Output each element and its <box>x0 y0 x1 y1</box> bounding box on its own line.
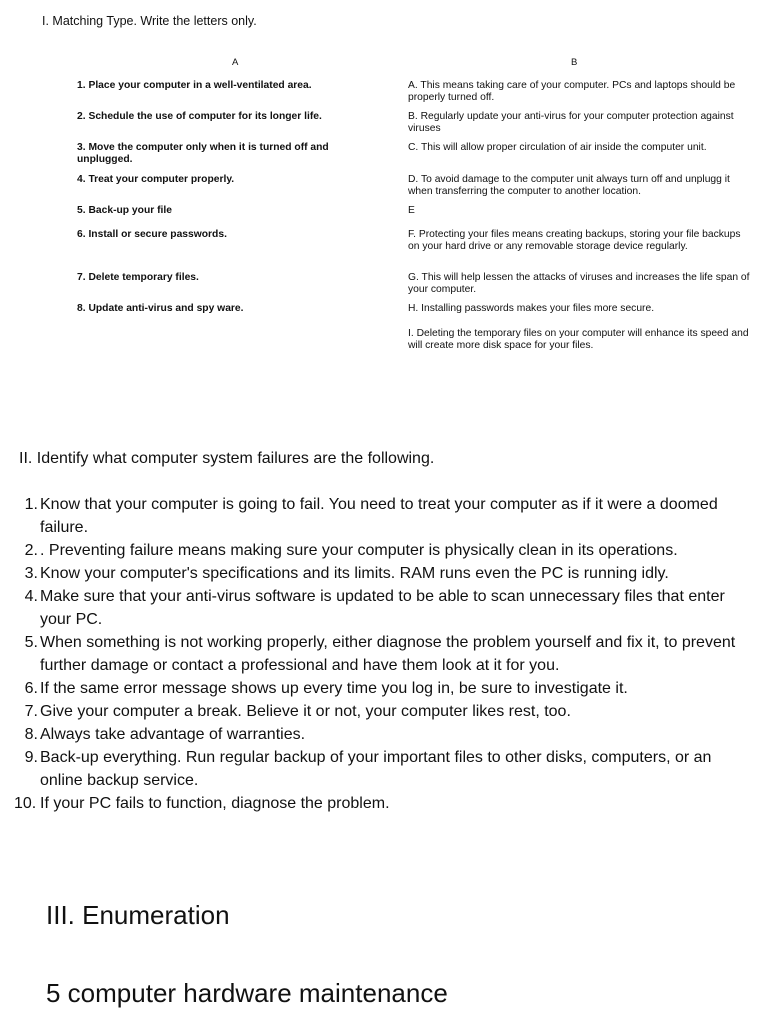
item-text: Give your computer a break. Believe it or not, your computer likes rest, too. <box>40 703 571 720</box>
item-number: 10. <box>14 795 37 812</box>
item-number: 1. <box>24 496 38 513</box>
item-number: 8. <box>24 726 38 743</box>
item-text: Always take advantage of warranties. <box>40 726 306 743</box>
column-b-item: I. Deleting the temporary files on your computer will enhance its speed and will create more disk space for your files. <box>408 328 749 351</box>
column-a-header: A <box>232 57 239 68</box>
matching-type-title: I. Matching Type. Write the letters only. <box>42 14 257 28</box>
column-a-item: 3. Move the computer only when it is turned off and unplugged. <box>77 142 329 165</box>
column-b-item: E <box>408 205 415 216</box>
list-item <box>0 631 768 677</box>
list-item <box>0 746 768 792</box>
item-text: When something is not working properly, either diagnose the problem yourself and fix it, to prevent further damage or contact a professional and have them look at it for you. <box>40 634 736 674</box>
item-text: Back-up everything. Run regular backup of your important files to other disks, computers, or an online backup service. <box>40 749 712 789</box>
item-text: Know your computer's specifications and its limits. RAM runs even the PC is running idly. <box>40 565 669 582</box>
list-item <box>0 585 768 631</box>
identify-list <box>0 493 768 815</box>
column-a-item: 1. Place your computer in a well-ventilated area. <box>77 80 312 91</box>
column-a-item: 5. Back-up your file <box>77 205 172 216</box>
identify-section-title: II. Identify what computer system failures are the following. <box>19 450 435 467</box>
column-b-item: G. This will help lessen the attacks of viruses and increases the life span of your computer. <box>408 272 750 295</box>
column-b-item: F. Protecting your files means creating backups, storing your file backups on your hard drive or any removable storage device regularly. <box>408 229 741 252</box>
column-b-item: A. This means taking care of your computer. PCs and laptops should be properly turned off. <box>408 80 736 103</box>
item-text: If your PC fails to function, diagnose the problem. <box>40 795 390 812</box>
item-text: Know that your computer is going to fail. You need to treat your computer as if it were a doomed failure. <box>40 496 718 536</box>
column-a-item: 2. Schedule the use of computer for its longer life. <box>77 111 322 122</box>
column-b-item: B. Regularly update your anti-virus for your computer protection against viruses <box>408 111 734 134</box>
column-a-item: 4. Treat your computer properly. <box>77 174 235 185</box>
column-b-header: B <box>571 57 578 68</box>
item-text: Make sure that your anti-virus software is updated to be able to scan unnecessary files that enter your PC. <box>40 588 725 628</box>
item-number: 3. <box>24 565 38 582</box>
item-text: If the same error message shows up every time you log in, be sure to investigate it. <box>40 680 628 697</box>
enumeration-prompt: 5 computer hardware maintenance <box>46 978 448 1008</box>
list-item <box>0 562 768 585</box>
column-a-item: 8. Update anti-virus and spy ware. <box>77 303 244 314</box>
item-number: 4. <box>24 588 38 605</box>
item-number: 6. <box>24 680 38 697</box>
column-a-item: 6. Install or secure passwords. <box>77 229 227 240</box>
item-number: 5. <box>24 634 38 651</box>
list-item <box>0 539 768 562</box>
column-b-item: C. This will allow proper circulation of air inside the computer unit. <box>408 142 707 153</box>
list-item <box>0 493 768 539</box>
list-item <box>0 792 768 815</box>
column-b-item: D. To avoid damage to the computer unit always turn off and unplugg it when transferring the computer to another location. <box>408 174 730 197</box>
item-number: 7. <box>24 703 38 720</box>
column-b-item: H. Installing passwords makes your files more secure. <box>408 303 655 314</box>
enumeration-title: III. Enumeration <box>46 900 230 930</box>
list-item <box>0 723 768 746</box>
item-number: 2. <box>24 542 38 559</box>
column-a-item: 7. Delete temporary files. <box>77 272 199 283</box>
list-item <box>0 700 768 723</box>
list-item <box>0 677 768 700</box>
item-number: 9. <box>24 749 38 766</box>
item-text: . Preventing failure means making sure your computer is physically clean in its operations. <box>40 542 678 559</box>
